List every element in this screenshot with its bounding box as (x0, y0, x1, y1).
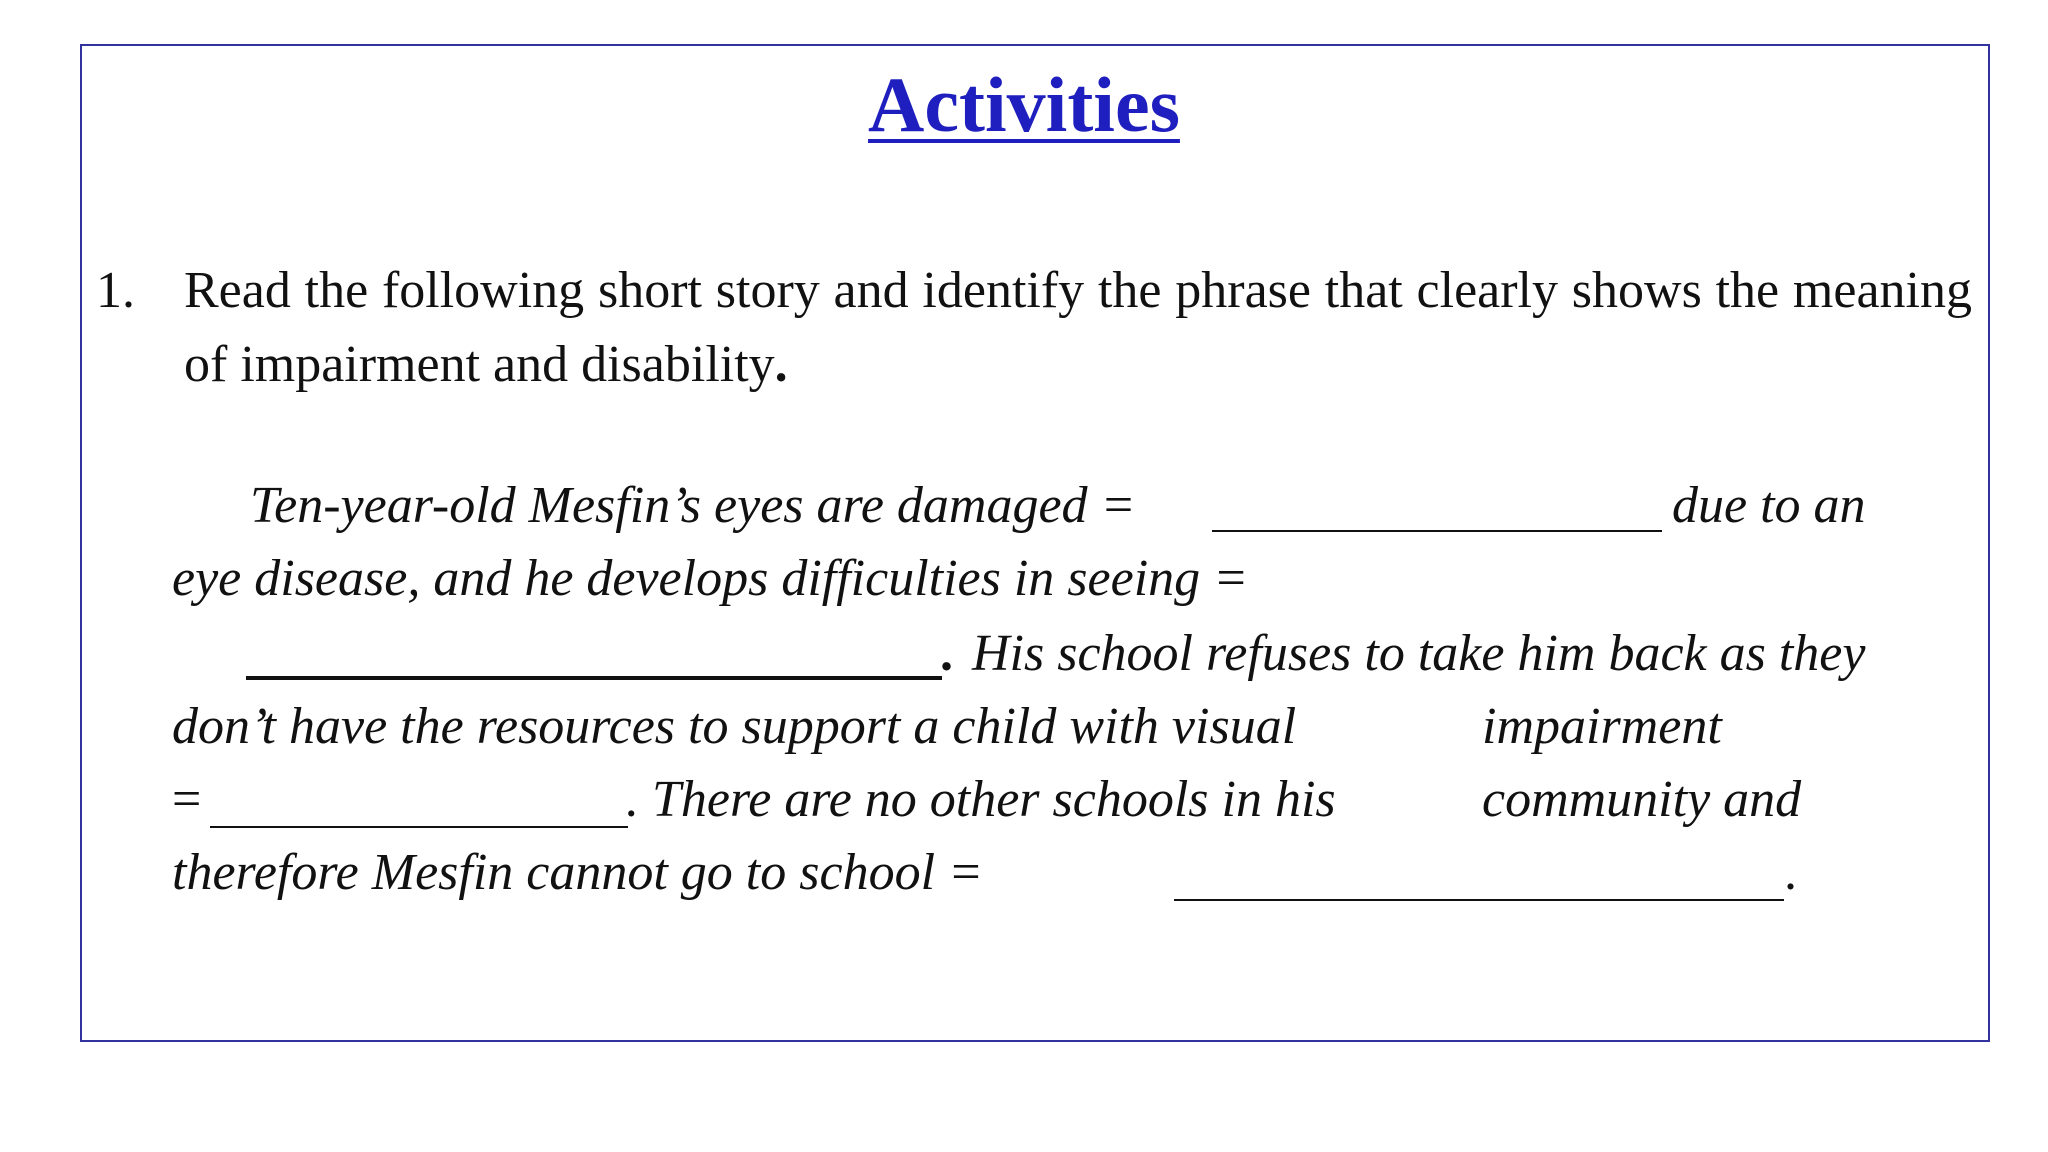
page-title: Activities (868, 61, 1180, 148)
blank-disability-2[interactable] (1174, 899, 1784, 901)
story-line-4b: impairment (1482, 698, 1722, 755)
story-line-6-dot: . (1784, 844, 1797, 901)
story-line-1a: Ten-year-old Mesfin’s eyes are damaged = (250, 477, 1136, 534)
story-line-1b: due to an (1672, 477, 1866, 534)
story-line-2: eye disease, and he develops difficulties in seeing = (172, 550, 1249, 607)
blank-impairment-2[interactable] (210, 826, 628, 828)
story-line-5b: community and (1482, 771, 1802, 828)
question-number: 1. (96, 262, 135, 319)
question-end-mark: . (774, 336, 788, 393)
story-line-4a: don’t have the resources to support a child with visual (172, 698, 1297, 755)
question-text (184, 254, 1972, 402)
story-line-3-dot: . (940, 625, 953, 682)
story-line-6: therefore Mesfin cannot go to school = (172, 844, 984, 901)
question-body: Read the following short story and identify the phrase that clearly shows the meaning of impairment and disability (184, 262, 1972, 393)
blank-disability-1[interactable] (246, 676, 942, 680)
story-line-5-eq: = (172, 771, 202, 828)
story-line-5a: . There are no other schools in his (626, 771, 1336, 828)
story-line-3: His school refuses to take him back as they (972, 625, 1866, 682)
blank-impairment-1[interactable] (1212, 530, 1662, 532)
